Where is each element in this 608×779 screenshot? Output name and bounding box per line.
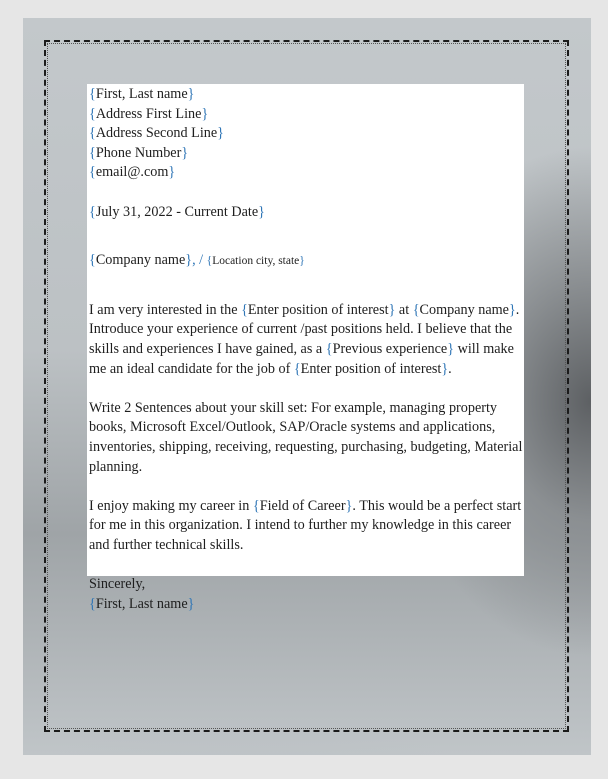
body-paragraph-3: I enjoy making my career in {Field of Career}. This would be a perfect start for me in this organization. I intend to further my knowledge in this career and further technical skills. [89, 497, 522, 553]
sender-email: {email@.com} [89, 164, 176, 181]
letter-page [23, 18, 591, 755]
body-paragraph-1: I am very interested in the {Enter position of interest} at {Company name}. Introduce your experience of current /past positions held. I believe that the skills and experiences I have gained, as a {Previous experience} will make me an ideal candidate for the job of {Enter position of interest}. [89, 301, 520, 377]
recipient-line: {Company name}, / {Location city, state} [89, 252, 305, 269]
letter-date: {July 31, 2022 - Current Date} [89, 203, 265, 220]
closing-salutation: Sincerely, [89, 576, 146, 593]
recipient-location: Location city, state [212, 255, 300, 268]
sender-address-line-1: {Address First Line} [89, 105, 209, 122]
closing-name: {First, Last name} [89, 595, 195, 612]
sender-name: {First, Last name} [89, 86, 195, 102]
letter-content[interactable] [89, 85, 527, 614]
sender-address-line-2: {Address Second Line} [89, 125, 224, 142]
recipient-company: Company name [95, 252, 186, 269]
sender-phone: {Phone Number} [89, 144, 189, 161]
body-paragraph-2: Write 2 Sentences about your skill set: For example, managing property books, Microsoft Excel/Outlook, SAP/Oracle systems and applications, inventories, shipping, receiving, requesting, purchasing, budgeting, Material planning. [89, 399, 523, 475]
